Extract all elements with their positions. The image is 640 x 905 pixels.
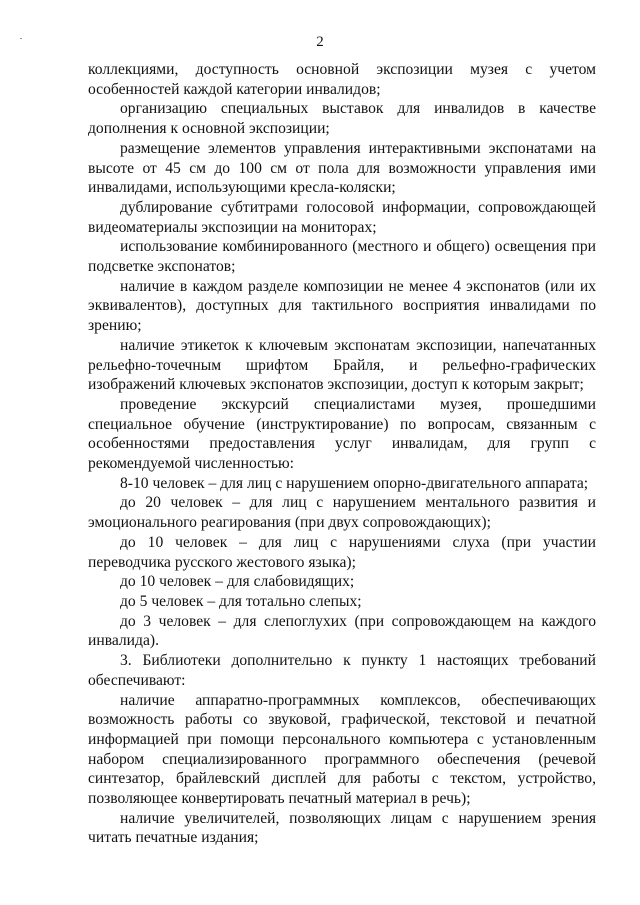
paragraph-subtitles: дублирование субтитрами голосовой информации, сопровождающей видеоматериалы экспозиции на мониторах; [88, 198, 596, 236]
list-item-mental-development: до 20 человек – для лиц с нарушением ментального развития и эмоционального реагирования (при двух сопровождающих); [88, 494, 596, 532]
paragraph-museum-collections: коллекциями, доступность основной экспозиции музея с учетом особенностей каждой категории инвалидов; [88, 61, 596, 98]
paragraph-interactive-controls-height: размещение элементов управления интерактивными экспонатами на высоте от 45 см до 100 см от пола для возможности управления ими инвалидами, использующими кресла-коляски; [88, 139, 596, 197]
list-item-totally-blind: до 5 человек – для тотально слепых; [120, 592, 362, 610]
paragraph-libraries-section: 3. Библиотеки дополнительно к пункту 1 настоящих требований обеспечивают: [88, 652, 596, 689]
paragraph-braille-labels: наличие этикеток к ключевым экспонатам экспозиции, напечатанных рельефно-точечным шрифтом Брайля, и рельефно-графических изображений ключевых экспонатов экспозиции, доступ к которым закрыт; [88, 336, 596, 394]
document-body [88, 60, 596, 848]
paragraph-excursions: проведение экскурсий специалистами музея, прошедшими специальное обучение (инструктирование) по вопросам, связанным с особенностями предоставления услуг инвалидам, для групп с рекомендуемой численностью: [88, 395, 596, 473]
list-item-musculoskeletal: 8-10 человек – для лиц с нарушением опорно-двигательного аппарата; [120, 474, 589, 492]
paragraph-hardware-software: наличие аппаратно-программных комплексов, обеспечивающих возможность работы со звуковой, графической, текстовой и печатной информацией при помощи персонального компьютера с установленным набором специализированного программного обеспечения (речевой синтезатор, брайлевский дисплей для работы с текстом, устройство, позволяющее конвертировать печатный материал в речь); [88, 691, 596, 808]
page-number: 2 [316, 34, 324, 50]
paragraph-magnifiers: наличие увеличителей, позволяющих лицам с нарушением зрения читать печатные издания; [88, 809, 596, 847]
paragraph-special-exhibitions: организацию специальных выставок для инвалидов в качестве дополнения к основной экспозиции; [88, 100, 596, 138]
paragraph-tactile-exhibits: наличие в каждом разделе композиции не менее 4 экспонатов (или их эквивалентов), доступных для тактильного восприятия инвалидами по зрению; [88, 277, 596, 335]
paragraph-lighting: использование комбинированного (местного и общего) освещения при подсветке экспонатов; [88, 238, 596, 276]
list-item-deafblind: до 3 человек – для слепоглухих (при сопровождающем на каждого инвалида). [88, 612, 596, 650]
list-item-low-vision: до 10 человек – для слабовидящих; [120, 573, 355, 591]
list-item-hearing: до 10 человек – для лиц с нарушениями слуха (при участии переводчика русского жестового языка); [88, 533, 596, 571]
